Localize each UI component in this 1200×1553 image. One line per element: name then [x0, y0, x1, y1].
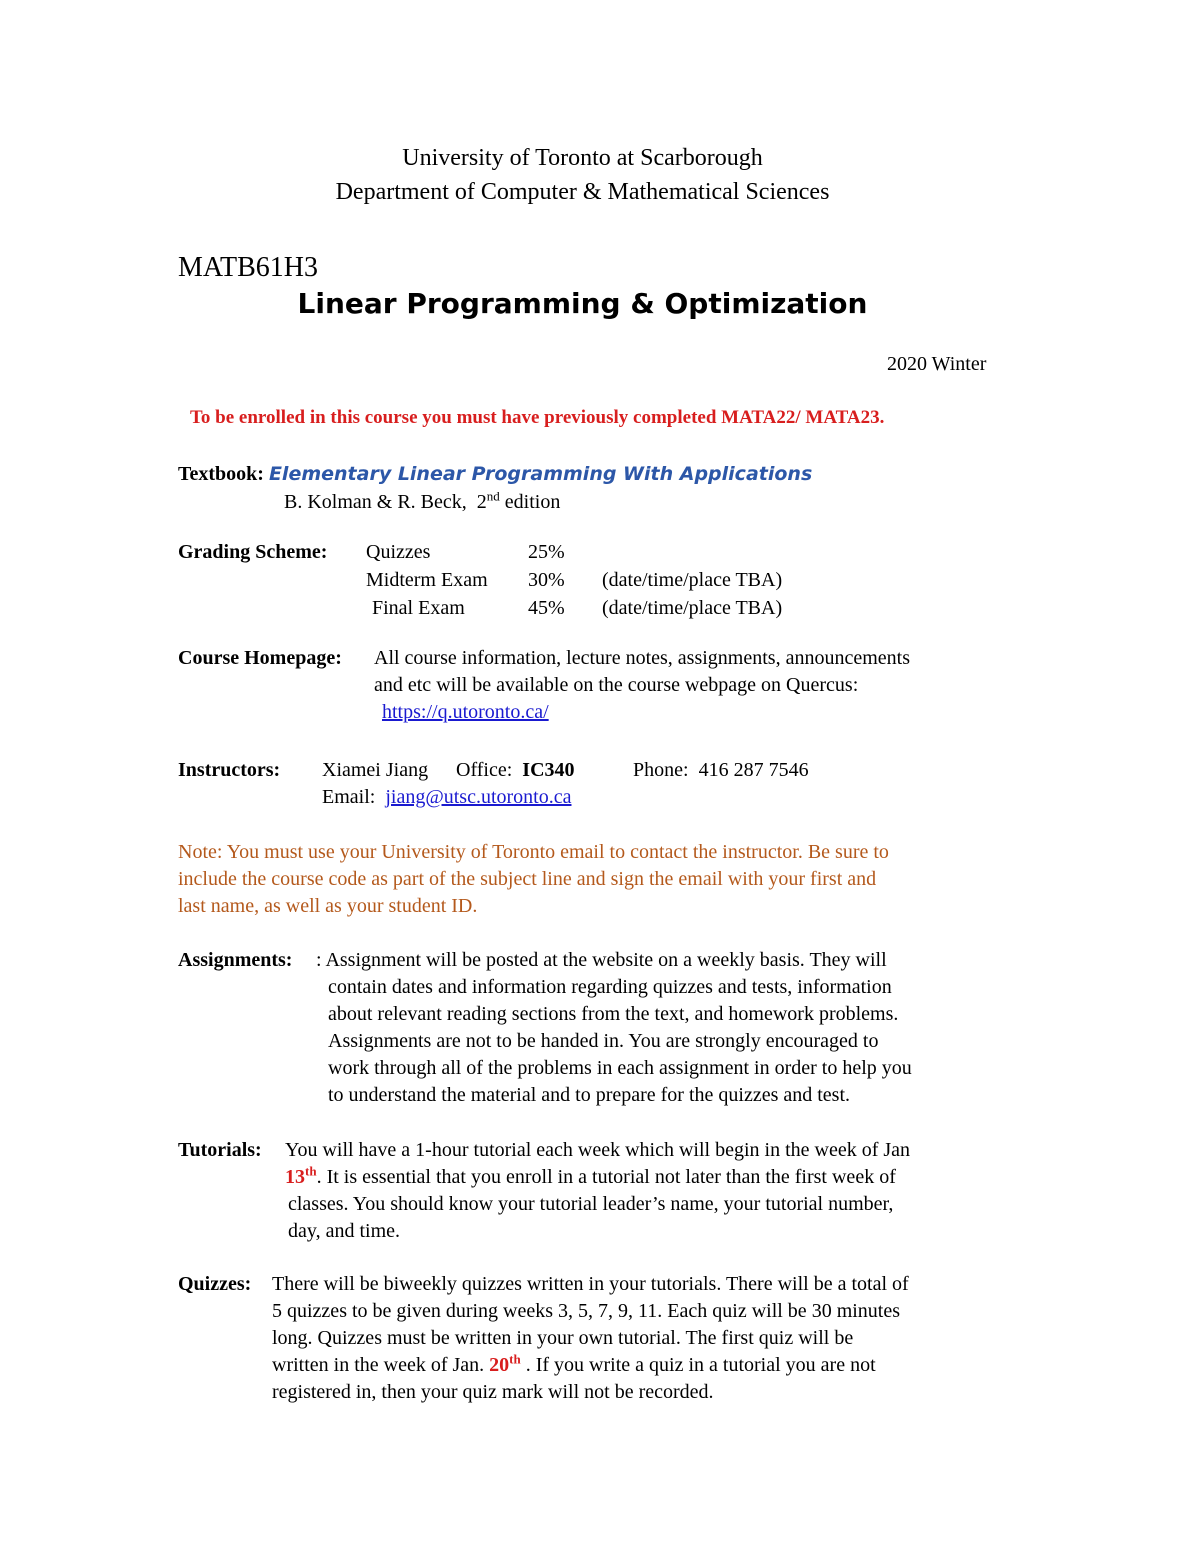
tutorials-start-date: 13 — [285, 1166, 305, 1188]
quizzes-label: Quizzes: — [178, 1273, 252, 1295]
tutorials-line-3: classes. You should know your tutorial leader’s name, your tutorial number, — [288, 1193, 894, 1215]
textbook-section — [178, 464, 812, 484]
quizzes-line-1: There will be biweekly quizzes written in your tutorials. There will be a total of — [272, 1273, 909, 1295]
homepage-label: Course Homepage: — [178, 647, 342, 669]
note-line-2: include the course code as part of the subject line and sign the email with your first and — [178, 868, 877, 890]
homepage-line-2: and etc will be available on the course webpage on Quercus: — [374, 674, 859, 696]
assignments-line-5: work through all of the problems in each assignment in order to help you — [328, 1057, 912, 1079]
instructor-email-row — [322, 787, 571, 807]
note-line-1: Note: You must use your University of Toronto email to contact the instructor. Be sure to — [178, 841, 889, 863]
textbook-authors — [284, 488, 561, 513]
tutorials-label: Tutorials: — [178, 1139, 262, 1161]
quizzes-line-4-pre: written in the week of Jan. — [272, 1354, 485, 1376]
grading-label: Grading Scheme: — [178, 541, 328, 563]
textbook-title: Elementary Linear Programming With Applications — [268, 463, 813, 485]
grading-item-final: Final Exam — [372, 597, 465, 619]
textbook-edition-sup: nd — [486, 488, 500, 504]
quizzes-line-5: registered in, then your quiz mark will not be recorded. — [272, 1381, 714, 1403]
course-title: Linear Programming & Optimization — [297, 287, 868, 320]
instructor-email-link[interactable]: jiang@utsc.utoronto.ca — [385, 786, 572, 808]
prerequisite-notice: To be enrolled in this course you must have previously completed MATA22/ MATA23. — [190, 407, 885, 428]
grading-item-quizzes: Quizzes — [366, 541, 431, 563]
assignments-line-2: contain dates and information regarding quizzes and tests, information — [328, 976, 892, 998]
department-name: Department of Computer & Mathematical Sciences — [335, 179, 830, 205]
tutorials-start-date-sup: th — [305, 1163, 317, 1179]
homepage-link[interactable]: https://q.utoronto.ca/ — [382, 701, 549, 723]
textbook-edition-word: edition — [504, 491, 561, 513]
email-label: Email: — [322, 786, 376, 808]
tutorials-line-2 — [285, 1163, 896, 1188]
quizzes-line-2: 5 quizzes to be given during weeks 3, 5, 7, 9, 11. Each quiz will be 30 minutes — [272, 1300, 901, 1322]
grading-weight-quizzes: 25% — [528, 541, 565, 563]
grading-weight-final: 45% — [528, 597, 565, 619]
tutorials-line-4: day, and time. — [288, 1220, 401, 1242]
term: 2020 Winter — [887, 353, 987, 375]
grading-note-final: (date/time/place TBA) — [602, 597, 783, 619]
homepage-line-1: All course information, lecture notes, assignments, announcements — [374, 647, 910, 669]
assignments-line-3: about relevant reading sections from the text, and homework problems. — [328, 1003, 899, 1025]
quizzes-line-4-post: . If you write a quiz in a tutorial you are not — [525, 1354, 876, 1376]
instructor-phone: Phone: 416 287 7546 — [633, 759, 809, 781]
grading-note-midterm: (date/time/place TBA) — [602, 569, 783, 591]
instructor-office: Office: IC340 — [456, 759, 575, 781]
textbook-label: Textbook: — [178, 463, 264, 485]
quizzes-first-date-sup: th — [509, 1351, 521, 1367]
assignments-line-6: to understand the material and to prepare for the quizzes and test. — [328, 1084, 851, 1106]
grading-weight-midterm: 30% — [528, 569, 565, 591]
textbook-edition-number: 2 — [476, 491, 487, 513]
assignments-line-4: Assignments are not to be handed in. You are strongly encouraged to — [328, 1030, 879, 1052]
quizzes-line-3: long. Quizzes must be written in your own tutorial. The first quiz will be — [272, 1327, 854, 1349]
quizzes-line-4 — [272, 1351, 876, 1376]
instructors-label: Instructors: — [178, 759, 281, 781]
assignments-line-1: : Assignment will be posted at the website on a weekly basis. They will — [316, 949, 887, 971]
quizzes-first-date: 20 — [489, 1354, 510, 1376]
assignments-label: Assignments: — [178, 949, 293, 971]
grading-item-midterm: Midterm Exam — [366, 569, 488, 591]
university-name: University of Toronto at Scarborough — [402, 145, 763, 171]
tutorials-line-1: You will have a 1-hour tutorial each week which will begin in the week of Jan — [285, 1139, 911, 1161]
textbook-author-names: B. Kolman & R. Beck, — [284, 491, 467, 513]
note-line-3: last name, as well as your student ID. — [178, 895, 478, 917]
instructor-name: Xiamei Jiang — [322, 759, 429, 781]
course-code: MATB61H3 — [178, 252, 319, 283]
tutorials-line-2-rest: . It is essential that you enroll in a tutorial not later than the first week of — [316, 1166, 896, 1188]
